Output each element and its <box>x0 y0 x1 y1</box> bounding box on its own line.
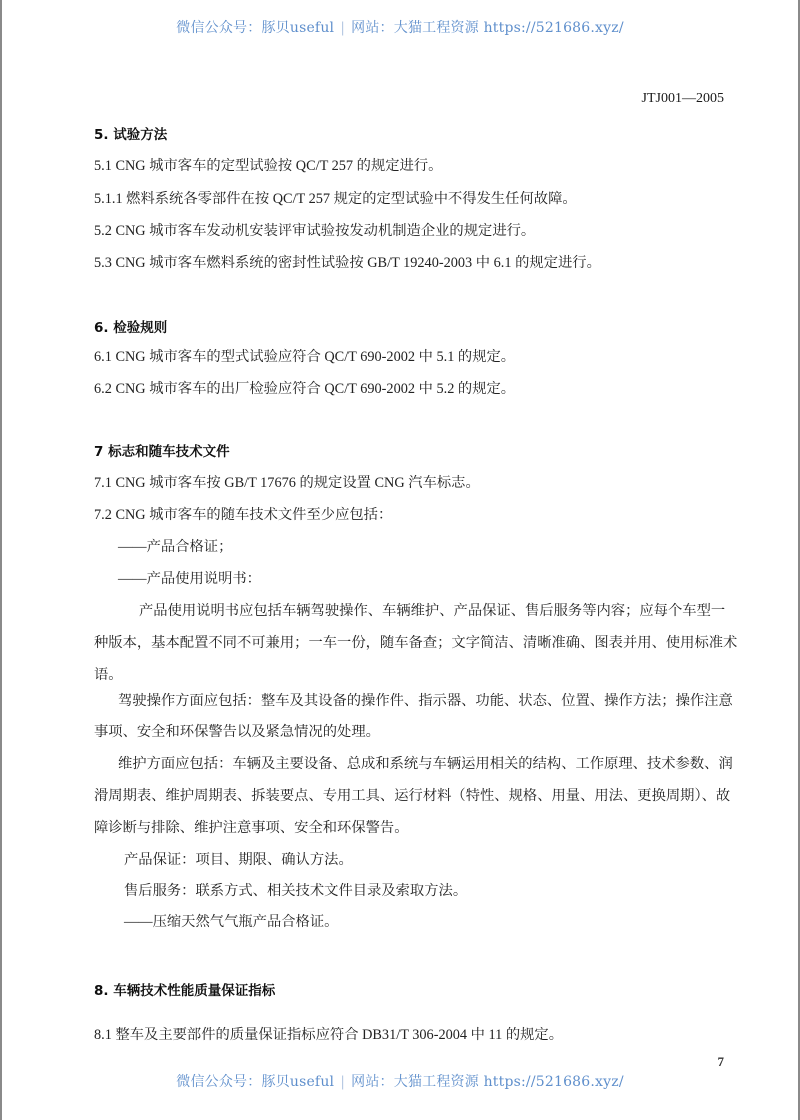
watermark-top <box>0 17 800 37</box>
section-6-title: 6. 检验规则 <box>94 320 168 336</box>
watermark-website-text: 网站：大猫工程资源 https://521686.xyz/ <box>351 1074 624 1090</box>
section-5-title: 5. 试验方法 <box>94 127 168 143</box>
section-5-2: 5.2 CNG 城市客车发动机安装评审试验按发动机制造企业的规定进行。 <box>94 223 536 239</box>
driving-paragraph-line-1: 驾驶操作方面应包括：整车及其设备的操作件、指示器、功能、状态、位置、操作方法；操作注意 <box>118 693 733 709</box>
section-8-title: 8. 车辆技术性能质量保证指标 <box>94 983 276 999</box>
section-5-1-1: 5.1.1 燃料系统各零部件在按 QC/T 257 规定的定型试验中不得发生任何故障。 <box>94 191 577 207</box>
page-edge-left <box>0 0 2 1120</box>
section-5-3: 5.3 CNG 城市客车燃料系统的密封性试验按 GB/T 19240-2003 中 6.1 的规定进行。 <box>94 255 601 271</box>
section-5-1: 5.1 CNG 城市客车的定型试验按 QC/T 257 的规定进行。 <box>94 158 443 174</box>
watermark-website-text: 网站：大猫工程资源 https://521686.xyz/ <box>351 20 624 36</box>
maintenance-paragraph-line-1: 维护方面应包括：车辆及主要设备、总成和系统与车辆运用相关的结构、工作原理、技术参数、润 <box>118 756 733 772</box>
watermark-separator: | <box>340 20 346 36</box>
list-item-manual: ——产品使用说明书： <box>118 571 261 587</box>
maintenance-paragraph-line-2: 滑周期表、维护周期表、拆装要点、专用工具、运行材料（特性、规格、用量、用法、更换周期）、故 <box>94 788 731 804</box>
warranty-line: 产品保证：项目、期限、确认方法。 <box>124 852 353 868</box>
watermark-wechat-text: 微信公众号：豚贝useful <box>176 1074 335 1090</box>
manual-paragraph-line-2: 种版本，基本配置不同不可兼用；一车一份，随车备查；文字简洁、清晰准确、图表并用、使用标准术 <box>94 635 738 651</box>
cylinder-certificate-line: ——压缩天然气气瓶产品合格证。 <box>124 914 339 930</box>
manual-paragraph-line-1: 产品使用说明书应包括车辆驾驶操作、车辆维护、产品保证、售后服务等内容；应每个车型一 <box>139 603 726 619</box>
watermark-wechat-text: 微信公众号：豚贝useful <box>176 20 335 36</box>
page-number: 7 <box>717 1054 724 1069</box>
section-6-2: 6.2 CNG 城市客车的出厂检验应符合 QC/T 690-2002 中 5.2 的规定。 <box>94 381 516 397</box>
after-sales-line: 售后服务：联系方式、相关技术文件目录及索取方法。 <box>124 883 468 899</box>
section-6-1: 6.1 CNG 城市客车的型式试验应符合 QC/T 690-2002 中 5.1 的规定。 <box>94 349 516 365</box>
maintenance-paragraph-line-3: 障诊断与排除、维护注意事项、安全和环保警告。 <box>94 820 409 836</box>
manual-paragraph-line-3: 语。 <box>94 667 123 683</box>
document-code: JTJ001—2005 <box>641 91 724 106</box>
section-7-1: 7.1 CNG 城市客车按 GB/T 17676 的规定设置 CNG 汽车标志。 <box>94 475 480 491</box>
watermark-separator: | <box>340 1074 346 1090</box>
watermark-bottom <box>0 1071 800 1091</box>
section-7-title: 7 标志和随车技术文件 <box>94 444 230 460</box>
section-7-2: 7.2 CNG 城市客车的随车技术文件至少应包括： <box>94 507 393 523</box>
list-item-certificate: ——产品合格证； <box>118 539 233 555</box>
section-8-1: 8.1 整车及主要部件的质量保证指标应符合 DB31/T 306-2004 中 11 的规定。 <box>94 1027 564 1043</box>
driving-paragraph-line-2: 事项、安全和环保警告以及紧急情况的处理。 <box>94 724 380 740</box>
